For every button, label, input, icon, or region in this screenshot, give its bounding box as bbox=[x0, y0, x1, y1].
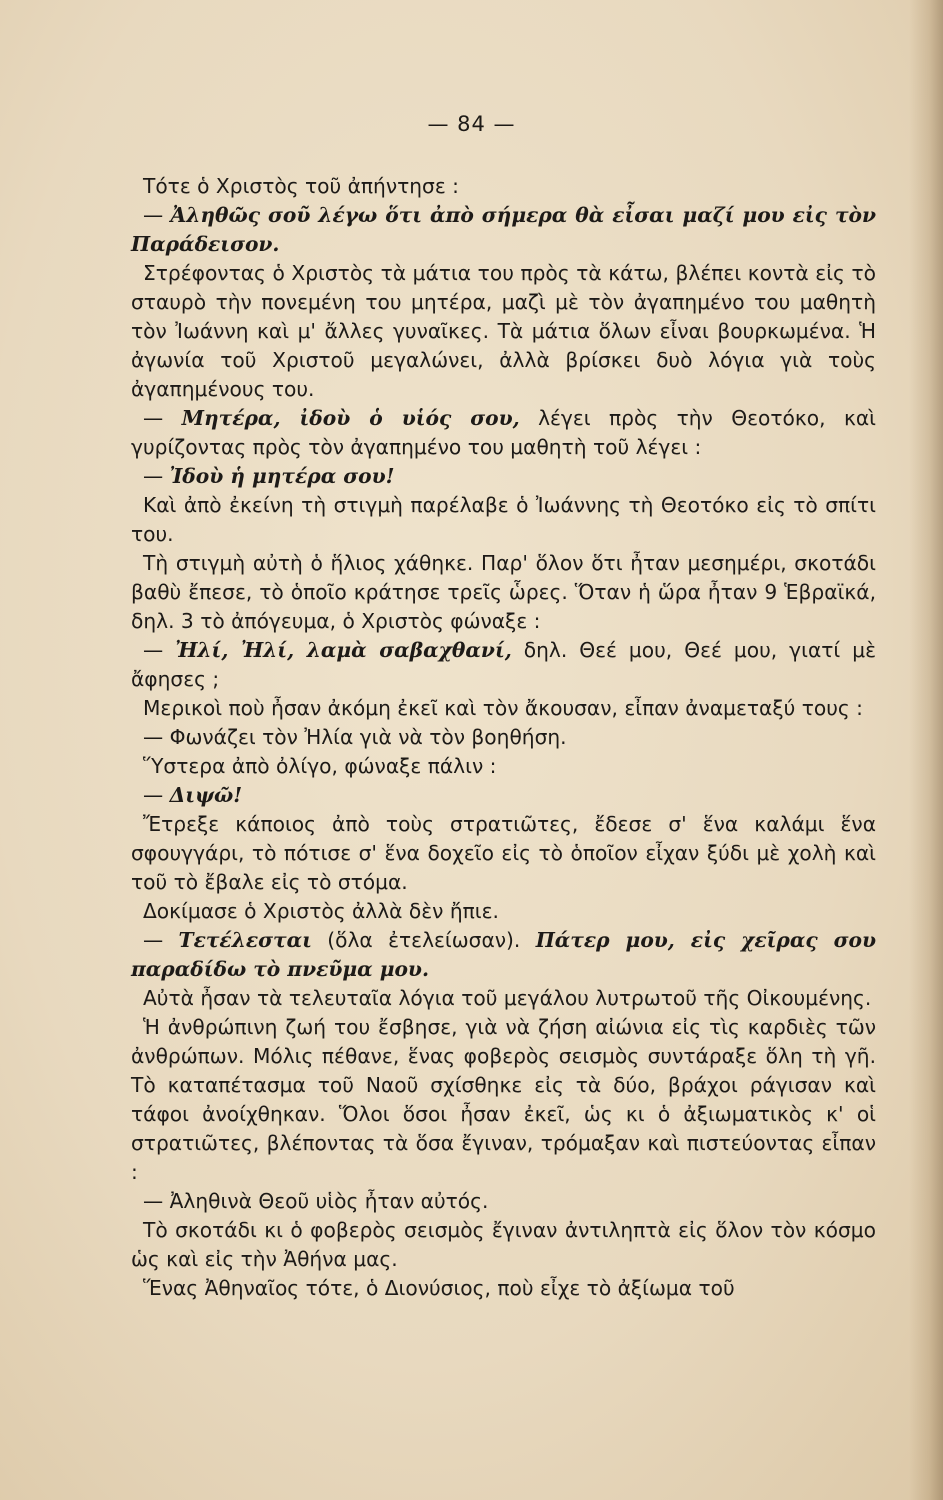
paragraph bbox=[131, 752, 876, 781]
emphasized-quote: Πάτερ μου, εἰς χεῖρας σου παραδίδω τὸ πνεῦμα μου. bbox=[131, 928, 876, 981]
emphasized-quote: Μητέρα, ἰδοὺ ὁ υἱός σου, bbox=[181, 406, 520, 430]
page-edge-shadow bbox=[909, 0, 943, 1500]
paragraph bbox=[131, 404, 876, 462]
text-run: Στρέφοντας ὁ Χριστὸς τὰ μάτια του πρὸς τὰ κάτω, βλέπει κοντὰ εἰς τὸ σταυρὸ τὴν πονεμένη του μητέρα, μαζὶ μὲ τὸν ἀγαπημένο του μαθητὴ τὸν Ἰωάννη καὶ μ' ἄλλες γυναῖκες. Τὰ μάτια ὅλων εἶναι βουρκωμένα. Ἡ ἀγωνία τοῦ Χριστοῦ μεγαλώνει, ἀλλὰ βρίσκει δυὸ λόγια γιὰ τοὺς ἀγαπημένους του. bbox=[131, 261, 876, 401]
paragraph bbox=[131, 926, 876, 984]
paragraph bbox=[131, 1013, 876, 1187]
emphasized-quote: Ἀληθῶς σοῦ λέγω ὅτι ἀπὸ σήμερα θὰ εἶσαι μαζί μου εἰς τὸν Παράδεισον. bbox=[131, 203, 876, 256]
paragraph bbox=[131, 549, 876, 636]
paragraph bbox=[131, 462, 876, 491]
text-run: Ἔτρεξε κάποιος ἀπὸ τοὺς στρατιῶτες, ἔδεσε σ' ἕνα καλάμι ἕνα σφουγγάρι, τὸ πότισε σ' ἕνα δοχεῖο εἰς τὸ ὁποῖον εἶχαν ξύδι μὲ χολὴ καὶ τοῦ τὸ ἔβαλε εἰς τὸ στόμα. bbox=[131, 812, 876, 894]
text-run: — bbox=[143, 406, 182, 430]
text-run: (ὅλα ἐτελείωσαν). bbox=[311, 928, 536, 952]
emphasized-quote: Διψῶ! bbox=[169, 783, 243, 807]
text-run: — bbox=[143, 783, 170, 807]
text-run: — bbox=[143, 928, 179, 952]
text-run: — Φωνάζει τὸν Ἠλία γιὰ νὰ τὸν βοηθήση. bbox=[143, 725, 567, 749]
text-run: Τὴ στιγμὴ αὐτὴ ὁ ἥλιος χάθηκε. Παρ' ὅλον ὅτι ἦταν μεσημέρι, σκοτάδι βαθὺ ἔπεσε, τὸ ὁποῖο κράτησε τρεῖς ὧρες. Ὅταν ἡ ὥρα ἦταν 9 Ἑβραϊκά, δηλ. 3 τὸ ἀπόγευμα, ὁ Χριστὸς φώναξε : bbox=[131, 551, 876, 633]
text-run: Ὕστερα ἀπὸ ὀλίγο, φώναξε πάλιν : bbox=[143, 754, 497, 778]
paragraph bbox=[131, 810, 876, 897]
paragraph bbox=[131, 897, 876, 926]
text-run: Μερικοὶ ποὺ ἦσαν ἀκόμη ἐκεῖ καὶ τὸν ἄκουσαν, εἶπαν ἀναμεταξύ τους : bbox=[143, 696, 863, 720]
emphasized-quote: Ἠλί, Ἠλί, λαμὰ σαβαχθανί, bbox=[175, 638, 512, 662]
text-run: — Ἀληθινὰ Θεοῦ υἱὸς ἦταν αὐτός. bbox=[143, 1189, 489, 1213]
text-run: — bbox=[143, 464, 170, 488]
paragraph bbox=[131, 781, 876, 810]
text-run: Τὸ σκοτάδι κι ὁ φοβερὸς σεισμὸς ἔγιναν ἀντιληπτὰ εἰς ὅλον τὸν κόσμο ὡς καὶ εἰς τὴν Ἀθήνα μας. bbox=[131, 1218, 876, 1271]
page-number: — 84 — bbox=[427, 112, 516, 136]
paragraph bbox=[131, 1187, 876, 1216]
text-run: Αὐτὰ ἦσαν τὰ τελευταῖα λόγια τοῦ μεγάλου λυτρωτοῦ τῆς Οἰκουμένης. bbox=[143, 986, 872, 1010]
text-run: λέγει πρὸς τὴν Θεοτόκο, καὶ γυρίζοντας πρὸς τὸν ἀγαπημένο του μαθητὴ τοῦ λέγει : bbox=[131, 406, 877, 459]
text-run: — bbox=[143, 638, 176, 662]
paragraph bbox=[131, 1274, 876, 1303]
paragraph bbox=[131, 1216, 876, 1274]
paragraph bbox=[131, 723, 876, 752]
paragraph bbox=[131, 984, 876, 1013]
text-run: Ἕνας Ἀθηναῖος τότε, ὁ Διονύσιος, ποὺ εἶχε τὸ ἀξίωμα τοῦ bbox=[143, 1276, 735, 1300]
paragraph bbox=[131, 491, 876, 549]
emphasized-quote: Τετέλεσται bbox=[178, 928, 312, 952]
body-text bbox=[131, 172, 876, 1303]
text-run: Καὶ ἀπὸ ἐκείνη τὴ στιγμὴ παρέλαβε ὁ Ἰωάννης τὴ Θεοτόκο εἰς τὸ σπίτι του. bbox=[131, 493, 876, 546]
text-run: Τότε ὁ Χριστὸς τοῦ ἀπήντησε : bbox=[143, 174, 459, 198]
paragraph bbox=[131, 172, 876, 201]
paragraph bbox=[131, 201, 876, 259]
text-run: Δοκίμασε ὁ Χριστὸς ἀλλὰ δὲν ἤπιε. bbox=[143, 899, 499, 923]
text-run: δηλ. Θεέ μου, Θεέ μου, γιατί μὲ ἄφησες ; bbox=[131, 638, 876, 691]
paragraph bbox=[131, 694, 876, 723]
emphasized-quote: Ἰδοὺ ἡ μητέρα σου! bbox=[169, 464, 395, 488]
paragraph bbox=[131, 636, 876, 694]
text-run: — bbox=[143, 203, 171, 227]
text-run: Ἡ ἀνθρώπινη ζωή του ἔσβησε, γιὰ νὰ ζήση αἰώνια εἰς τὶς καρδιὲς τῶν ἀνθρώπων. Μόλις πέθανε, ἕνας φοβερὸς σεισμὸς συντάραξε ὅλη τὴ γῆ. Τὸ καταπέτασμα τοῦ Ναοῦ σχίσθηκε εἰς τὰ δύο, βράχοι ράγισαν καὶ τάφοι ἀνοίχθηκαν. Ὅλοι ὅσοι ἦσαν ἐκεῖ, ὡς κι ὁ ἀξιωματικὸς κ' οἱ στρατιῶτες, βλέποντας τὰ ὅσα ἔγιναν, τρόμαξαν καὶ πιστεύοντας εἶπαν : bbox=[131, 1015, 876, 1184]
paragraph bbox=[131, 259, 876, 404]
